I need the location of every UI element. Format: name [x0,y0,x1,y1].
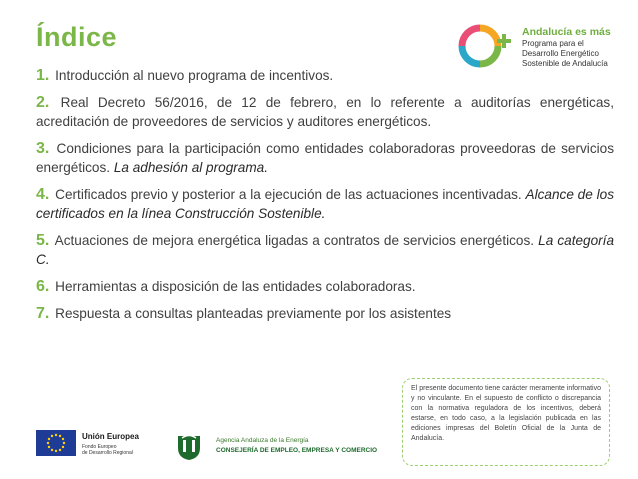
junta-shield-icon [172,428,206,462]
item-text: Actuaciones de mejora energética ligadas a contratos de servicios energéticos. [54,233,535,248]
eu-sub-2: de Desarrollo Regional [82,450,133,456]
disclaimer-box [402,378,610,466]
index-list [36,66,614,331]
item-number: 7. [36,305,50,322]
disclaimer-text: El presente documento tiene carácter meramente informativo y no vinculante. En el supuesto de conflicto o discrepancia con la normativa reguladora de los incentivos, deberá estarse, en todo caso, a la legislación publicada en las ediciones impresas del Boletín Oficial de la Junta de Andalucía. [411,385,601,442]
item-number: 3. [36,140,50,157]
index-item-6 [36,277,614,296]
andalucia-logo [456,22,636,70]
item-text: Condiciones para la participación como entidades colaboradoras proveedoras de servicios energéticos. [36,141,614,175]
logo-line-1: Programa para el [522,39,584,48]
eu-title: Unión Europea [82,432,139,441]
item-number: 1. [36,67,50,84]
index-item-4 [36,185,614,223]
logo-line-2: Desarrollo Energético [522,49,599,58]
item-emphasis: La categoría C. [36,233,615,267]
item-text: Real Decreto 56/2016, de 12 de febrero, en lo referente a auditorías energéticas, acreditación de proveedores de servicios y auditores energéticos. [36,95,614,129]
junta-agency: Agencia Andaluza de la Energía [216,437,309,444]
item-text: Respuesta a consultas planteadas previamente por los asistentes [55,306,452,321]
item-text: Certificados previo y posterior a la ejecución de las actuaciones incentivadas. [55,187,522,202]
logo-brand: Andalucía es más [522,26,611,38]
index-item-7 [36,304,614,323]
logo-line-3: Sostenible de Andalucía [522,59,608,68]
eu-sub-1: Fondo Europeo [82,444,117,450]
item-number: 4. [36,186,50,203]
item-number: 2. [36,94,50,111]
item-emphasis: La adhesión al programa. [113,160,269,175]
index-item-3 [36,139,614,177]
eu-flag-icon [36,430,76,456]
index-item-2 [36,93,614,131]
page-title: Índice [36,22,118,52]
item-emphasis: Alcance de los certificados en la línea Construcción Sostenible. [36,187,614,221]
item-number: 6. [36,278,50,295]
junta-ministry: CONSEJERÍA DE EMPLEO, EMPRESA Y COMERCIO [216,447,378,454]
item-text: Introducción al nuevo programa de incentivos. [55,68,334,83]
item-text: Herramientas a disposición de las entidades colaboradoras. [55,279,416,294]
item-number: 5. [36,232,50,249]
index-item-5 [36,231,614,269]
index-item-1 [36,66,614,85]
logo-mark-icon [456,22,518,70]
